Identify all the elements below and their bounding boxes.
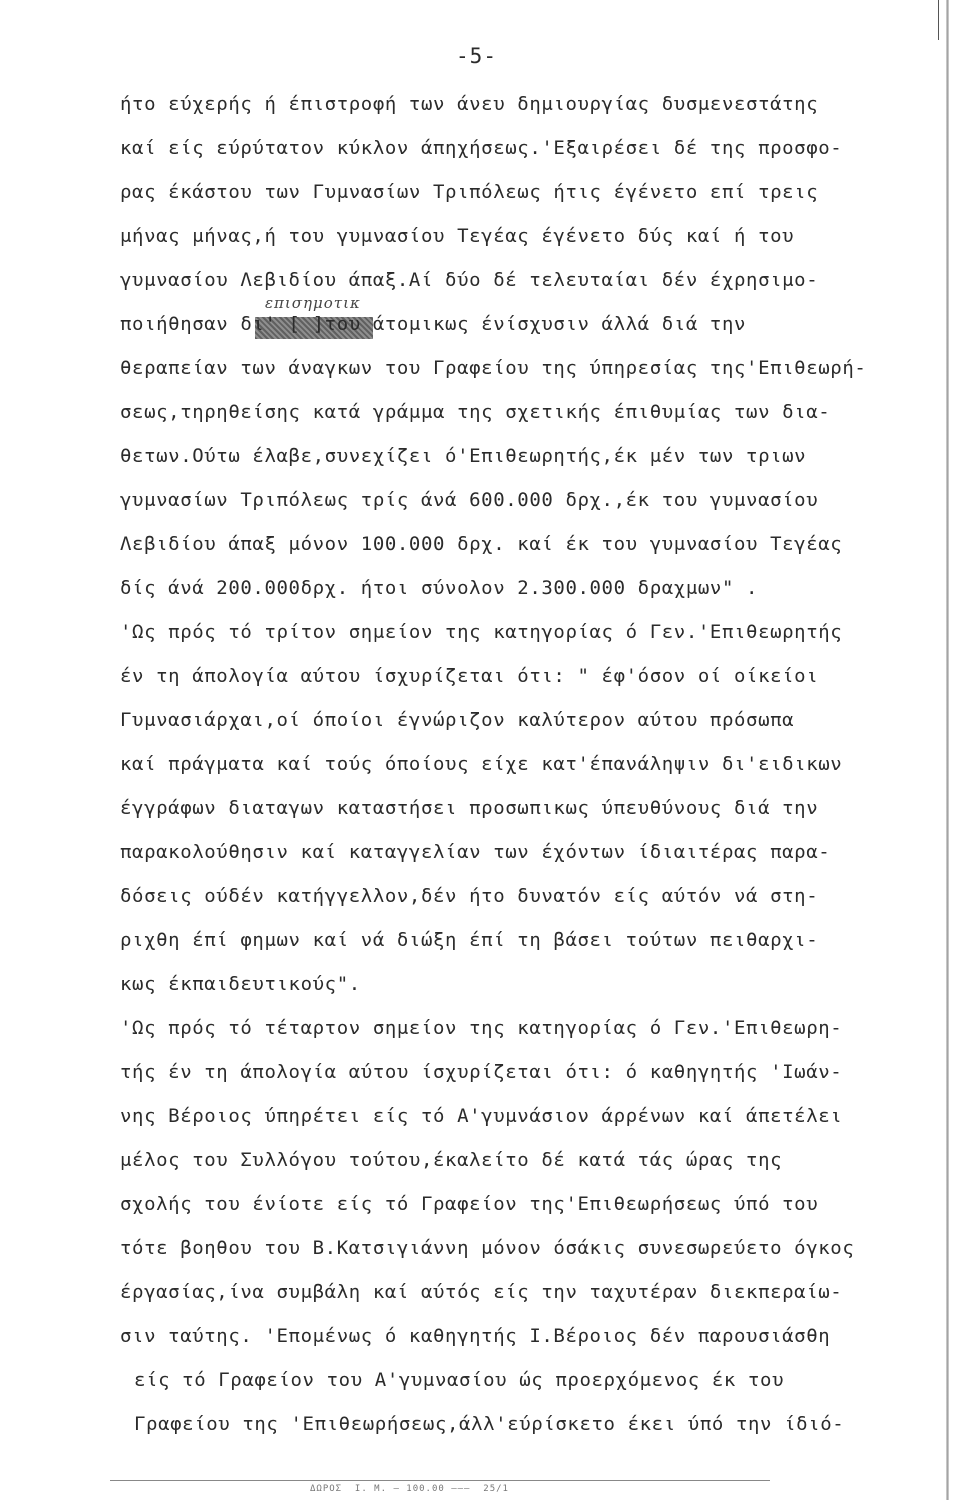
text-line: ρας έκάστου των Γυμνασίων Τριπόλεως ήτις έγένετο επί τρεις xyxy=(120,181,819,203)
text-line: έν τη άπολογία αύτου ίσχυρίζεται ότι: " έφ'όσον οί οίκείοι xyxy=(120,665,819,687)
edge-mark xyxy=(938,0,939,40)
text-line: Γραφείου της 'Επιθεωρήσεως,άλλ'εύρίσκετο έκει ύπό την ίδιό- xyxy=(134,1413,845,1435)
text-line: σχολής του ένίοτε είς τό Γραφείον της'Επιθεωρήσεως ύπό του xyxy=(120,1193,819,1215)
text-line: γυμνασίου Λεβιδίου άπαξ.Αί δύο δέ τελευταίαι δέν έχρησιμο- xyxy=(120,269,819,291)
text-line: 'Ως πρός τό τρίτον σημείον της κατηγορίας ό Γεν.'Επιθεωρητής xyxy=(120,621,843,643)
text-line: ποιήθησαν δι' [ ]του άτομικως ένίσχυσιν άλλά διά την xyxy=(120,313,747,335)
text-line: θετων.Ούτω έλαβε,συνεχίζει ό'Επιθεωρητής,έκ μέν των τριων xyxy=(120,445,807,467)
text-line: κως έκπαιδευτικούς". xyxy=(120,973,361,995)
text-line: μήνας μήνας,ή του γυμνασίου Τεγέας έγένετο δύς καί ή του xyxy=(120,225,795,247)
text-line: δόσεις ούδέν κατήγγελλον,δέν ήτο δυνατόν είς αύτόν νά στη- xyxy=(120,885,819,907)
text-line: γυμνασίων Τριπόλεως τρίς άνά 600.000 δρχ.,έκ του γυμνασίου xyxy=(120,489,819,511)
handwritten-annotation: επισημοτικ xyxy=(265,294,361,312)
text-line: τότε βοηθου του Β.Κατσιγιάννη μόνον όσάκις συνεσωρεύετο όγκος xyxy=(120,1237,855,1259)
footer-rule xyxy=(110,1480,770,1481)
text-line: σεως,τηρηθείσης κατά γράμμα της σχετικής έπιθυμίας των δια- xyxy=(120,401,831,423)
text-line: δίς άνά 200.000δρχ. ήτοι σύνολον 2.300.000 δραχμων" . xyxy=(120,577,759,599)
text-line: Λεβιδίου άπαξ μόνον 100.000 δρχ. καί έκ του γυμνασίου Τεγέας xyxy=(120,533,843,555)
text-line: μέλος του Συλλόγου τούτου,έκαλείτο δέ κατά τάς ώρας της xyxy=(120,1149,783,1171)
text-line: σιν ταύτης. 'Επομένως ό καθηγητής Ι.Βέροιος δέν παρουσιάσθη xyxy=(120,1325,831,1347)
text-line: καί πράγματα καί τούς όποίους είχε κατ'έπανάληψιν δι'ειδικων xyxy=(120,753,843,775)
text-line: τής έν τη άπολογία αύτου ίσχυρίζεται ότι: ό καθηγητής 'Ιωάν- xyxy=(120,1061,843,1083)
text-line: νης Βέροιος ύπηρέτει είς τό Α'γυμνάσιον άρρένων καί άπετέλει xyxy=(120,1105,843,1127)
text-line: Γυμνασιάρχαι,οί όποίοι έγνώριζον καλύτερον αύτου πρόσωπα xyxy=(120,709,795,731)
text-line: θεραπείαν των άναγκων του Γραφείου της ύπηρεσίας της'Επιθεωρή- xyxy=(120,357,867,379)
text-line: καί είς εύρύτατον κύκλον άπηχήσεως.'Εξαιρέσει δέ της προσφο- xyxy=(120,137,843,159)
text-line: ήτο εύχερής ή έπιστροφή των άνευ δημιουργίας δυσμενεστάτης xyxy=(120,93,819,115)
footer-text: ΔΩΡΟΣ Ι. Μ. — 100.00 ——— 25/1 xyxy=(310,1484,509,1494)
page-edge xyxy=(946,0,949,1500)
text-line: παρακολούθησιν καί καταγγελίαν των έχόντων ίδιαιτέρας παρα- xyxy=(120,841,831,863)
text-line: έγγράφων διαταγων καταστήσει προσωπικως ύπευθύνους διά την xyxy=(120,797,819,819)
text-line: ριχθη έπί φημων καί νά διώξη έπί τη βάσει τούτων πειθαρχι- xyxy=(120,929,819,951)
page-number: -5- xyxy=(456,44,497,68)
text-line: 'Ως πρός τό τέταρτον σημείον της κατηγορίας ό Γεν.'Επιθεωρη- xyxy=(120,1017,843,1039)
text-line: είς τό Γραφείον του Α'γυμνασίου ώς προερχόμενος έκ του xyxy=(134,1369,785,1391)
text-line: έργασίας,ίνα συμβάλη καί αύτός είς την ταχυτέραν διεκπεραίω- xyxy=(120,1281,843,1303)
